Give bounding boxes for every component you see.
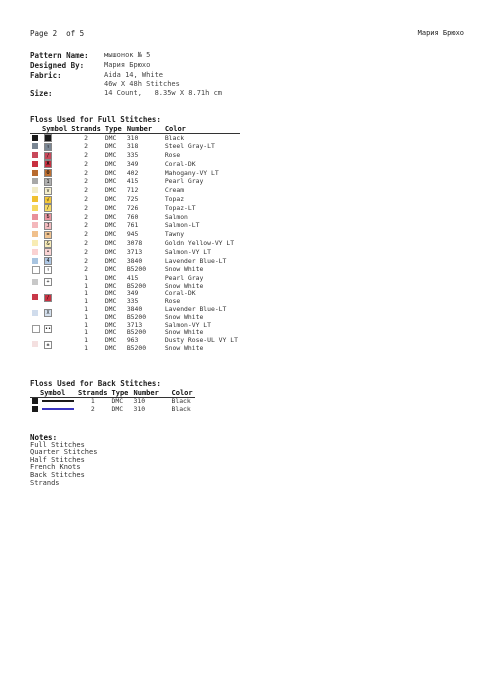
strands-cell: 2 [84,133,88,142]
number-cell: 712 [126,186,139,195]
symbol-cell [42,196,69,205]
note-item: Half Stitches [30,455,85,464]
swatch-cell [30,290,42,306]
color-swatch [32,161,38,167]
floss-row [30,248,240,257]
number-cell: 402 [126,168,139,177]
stitch-symbol: / [44,204,52,212]
color-name-cell: Salmon-VY LT [164,320,211,329]
symbol-cell [42,160,69,169]
symbol-cell [42,322,69,338]
color-swatch [32,240,38,246]
note-item: Back Stitches [30,470,85,479]
swatch-cell [30,160,42,169]
stitch-symbol: v [44,187,52,195]
swatch-cell [30,406,40,414]
number-cell: 963 [126,336,139,345]
number-cell: B5200 [126,281,147,290]
stitch-symbol: ↑ [44,266,52,274]
type-cell: DMC [104,186,117,195]
strands-cell: 2 [84,247,88,256]
color-swatch [32,325,40,333]
swatch-cell [30,169,42,178]
back-stitch-line [42,408,74,410]
swatch-cell [30,398,40,406]
color-name-cell: Salmon-VY LT [164,247,211,256]
strands-cell: 1 [84,289,88,298]
color-name-cell: Lavender Blue-LT [164,304,227,313]
swatch-cell [30,143,42,152]
type-cell: DMC [104,212,117,221]
stitch-symbol: 1 [44,178,52,186]
type-cell: DMC [104,221,117,230]
type-cell: DMC [104,256,117,265]
col-header-number: Number [126,124,153,133]
col-header-color: Color [171,388,193,397]
stitch-symbol: / [44,152,52,160]
swatch-cell [30,240,42,249]
fabric-label: Fabric: [30,71,62,80]
type-cell: DMC [104,336,117,345]
color-swatch [32,231,38,237]
symbol-cell [42,306,69,322]
symbol-cell [42,204,69,213]
col-header-strands: Strands [71,124,101,133]
swatch-cell [30,231,42,240]
size-label: Size: [30,89,53,98]
swatch-cell [30,152,42,161]
symbol-cell [42,187,69,196]
color-swatch [32,214,38,220]
strands-cell: 1 [84,312,88,321]
color-name-cell: Pearl Gray [164,273,204,282]
strands-cell: 1 [84,297,88,306]
stitch-symbol: = [44,231,52,239]
stitch-symbol: Ж [44,160,52,168]
symbol-cell [42,143,69,152]
number-cell: 726 [126,203,139,212]
note-item: Quarter Stitches [30,448,98,457]
swatch-cell [30,337,42,353]
strands-cell: 1 [84,304,88,313]
symbol-cell [42,178,69,187]
color-name-cell: Coral-DK [164,289,196,298]
number-cell: B5200 [126,328,147,337]
strands-cell: 2 [84,177,88,186]
col-header-strands: Strands [78,388,108,397]
header-designer: Мария Брюхо [417,29,464,37]
color-swatch [32,341,38,347]
color-name-cell: Snow White [164,265,204,274]
strands-cell: 2 [84,186,88,195]
type-cell: DMC [104,304,117,313]
color-swatch [32,222,38,228]
back-stitches-title: Floss Used for Back Stitches: [30,379,161,388]
stitch-symbol: Б [44,213,52,221]
strands-cell: 2 [90,404,95,413]
number-cell: B5200 [126,265,147,274]
type-cell: DMC [104,168,117,177]
color-name-cell: Topaz-LT [164,203,196,212]
strands-cell: 1 [84,343,88,352]
col-header-type: Type [111,388,129,397]
strands-cell: 2 [84,221,88,230]
type-cell: DMC [104,203,117,212]
color-swatch [32,143,38,149]
type-cell: DMC [104,281,117,290]
type-cell: DMC [104,297,117,306]
strands-cell: 2 [84,203,88,212]
number-cell: 310 [126,133,139,142]
stitch-symbol: ↑ [44,143,52,151]
stitch-symbol: & [44,240,52,248]
strands-cell: 1 [84,281,88,290]
type-cell: DMC [104,195,117,204]
col-swatch [30,124,42,134]
symbol-cell [42,248,69,257]
strands-cell: 2 [84,239,88,248]
pattern-name-value: мышонок № 5 [104,51,151,59]
type-cell: DMC [104,328,117,337]
swatch-cell [30,222,42,231]
type-cell: DMC [104,230,117,239]
number-cell: 3078 [126,239,143,248]
color-name-cell: Snow White [164,281,204,290]
color-name-cell: Snow White [164,312,204,321]
color-name-cell: Salmon [164,212,188,221]
strands-cell: 1 [84,273,88,282]
strands-cell: 2 [84,168,88,177]
type-cell: DMC [104,239,117,248]
color-name-cell: Black [171,404,191,413]
color-swatch [32,294,38,300]
color-swatch [32,310,38,316]
stitch-symbol: •• [45,325,52,332]
strands-cell: 2 [84,230,88,239]
symbol-cell [42,290,69,306]
swatch-cell [30,213,42,222]
stitch-symbol: X [44,309,52,317]
color-swatch [32,279,38,285]
strands-cell: 2 [84,151,88,160]
col-swatch [30,388,40,398]
fabric-value: Aida 14, White [104,71,164,79]
note-item: Full Stitches [30,440,85,449]
floss-row [30,160,240,169]
strands-cell: 2 [84,265,88,274]
color-name-cell: Mahogany-VY LT [164,168,219,177]
number-cell: 945 [126,230,139,239]
stitch-symbol [44,134,52,142]
type-cell: DMC [104,312,117,321]
back-stitches-table [30,388,195,414]
symbol-cell [42,240,69,249]
color-swatch [32,196,38,202]
color-swatch [32,398,38,404]
strands-cell: 1 [90,397,95,405]
fabric-stitches: 46w X 48h Stitches [104,80,180,88]
stitch-symbol: • [44,248,52,256]
type-cell: DMC [111,404,124,413]
swatch-cell [30,275,42,291]
color-name-cell: Steel Gray-LT [164,142,215,151]
type-cell: DMC [104,247,117,256]
stitch-symbol: ± [44,341,52,349]
number-cell: 415 [126,273,139,282]
swatch-cell [30,322,42,338]
number-cell: 318 [126,142,139,151]
note-item: French Knots [30,463,81,472]
strands-cell: 1 [84,328,88,337]
page-of: of 5 [66,29,85,38]
number-cell: 335 [126,297,139,306]
line-symbol-cell [40,406,76,414]
designed-by-value: Мария Брюхо [104,61,151,69]
number-cell: 335 [126,151,139,160]
type-cell: DMC [104,177,117,186]
full-stitches-table [30,124,240,353]
col-header-symbol: Symbol [40,388,66,397]
color-swatch [32,170,38,176]
stitch-symbol: √ [44,196,52,204]
symbol-cell [42,275,69,291]
number-cell: 3840 [126,304,143,313]
swatch-cell [30,187,42,196]
number-cell: B5200 [126,312,147,321]
number-cell: 3713 [126,247,143,256]
type-cell: DMC [104,289,117,298]
col-header-number: Number [133,388,159,397]
color-swatch [32,406,38,412]
number-cell: 3840 [126,256,143,265]
back-stitch-row [30,406,195,414]
symbol-cell [42,169,69,178]
symbol-cell [42,337,69,353]
swatch-cell [30,204,42,213]
color-swatch [32,135,38,141]
number-cell: 349 [126,159,139,168]
color-name-cell: Salmon-LT [164,221,200,230]
swatch-cell [30,196,42,205]
type-cell: DMC [104,133,117,142]
color-name-cell: Dusty Rose-UL VY LT [164,336,238,345]
number-cell: 3713 [126,320,143,329]
color-name-cell: Black [164,133,185,142]
color-swatch [32,205,38,211]
stitch-symbol: / [44,294,52,302]
color-swatch [32,249,38,255]
notes-section [30,434,97,487]
col-header-type: Type [104,124,122,133]
number-cell: 760 [126,212,139,221]
symbol-cell [42,266,69,275]
color-swatch [32,152,38,158]
color-swatch [32,258,38,264]
strands-cell: 2 [84,159,88,168]
stitch-symbol: J [44,222,52,230]
size-value: 14 Count, 8.35w X 8.71h cm [104,89,223,97]
color-name-cell: Tawny [164,230,185,239]
type-cell: DMC [104,151,117,160]
floss-row [30,204,240,213]
stitch-symbol: 4 [44,257,52,265]
symbol-cell [42,152,69,161]
color-name-cell: Rose [164,151,181,160]
number-cell: B5200 [126,343,147,352]
line-symbol-cell [40,398,76,406]
color-swatch [32,187,38,193]
swatch-cell [30,306,42,322]
color-name-cell: Cream [164,186,185,195]
color-name-cell: Pearl Gray [164,177,204,186]
strands-cell: 2 [84,212,88,221]
number-cell: 415 [126,177,139,186]
color-name-cell: Snow White [164,328,204,337]
color-name-cell: Topaz [164,195,185,204]
page-label: Page 2 [30,29,58,38]
type-cell: DMC [104,320,117,329]
number-cell: 310 [133,397,146,405]
col-header-color: Color [164,124,186,133]
type-cell: DMC [104,273,117,282]
swatch-cell [30,248,42,257]
swatch-cell [30,257,42,266]
number-cell: 761 [126,221,139,230]
symbol-cell [42,231,69,240]
symbol-cell [42,222,69,231]
number-cell: 349 [126,289,139,298]
type-cell: DMC [104,159,117,168]
color-name-cell: Lavender Blue-LT [164,256,227,265]
color-name-cell: Rose [164,297,181,306]
color-name-cell: Black [171,397,191,405]
color-name-cell: Snow White [164,343,204,352]
designed-by-label: Designed By: [30,61,85,70]
type-cell: DMC [104,265,117,274]
symbol-cell [42,257,69,266]
strands-cell: 1 [84,336,88,345]
swatch-cell [30,134,42,143]
type-cell: DMC [111,397,124,405]
color-swatch [32,178,38,184]
full-stitches-title: Floss Used for Full Stitches: [30,115,161,124]
symbol-cell [42,213,69,222]
strands-cell: 2 [84,142,88,151]
color-swatch [32,266,40,274]
swatch-cell [30,178,42,187]
strands-cell: 2 [84,195,88,204]
type-cell: DMC [104,343,117,352]
notes-title: Notes: [30,433,58,442]
stitch-symbol: + [44,278,52,286]
col-header-symbol: Symbol [42,124,68,133]
strands-cell: 1 [84,320,88,329]
note-item: Strands [30,478,60,487]
strands-cell: 2 [84,256,88,265]
number-cell: 310 [133,404,146,413]
number-cell: 725 [126,195,139,204]
color-name-cell: Goldn Yellow-VY LT [164,239,235,248]
page-number [30,29,84,38]
pattern-name-label: Pattern Name: [30,51,89,60]
color-name-cell: Coral-DK [164,159,196,168]
stitch-symbol: Ф [44,169,52,177]
back-stitch-line [42,400,74,402]
symbol-cell [42,134,69,143]
swatch-cell [30,266,42,275]
type-cell: DMC [104,142,117,151]
